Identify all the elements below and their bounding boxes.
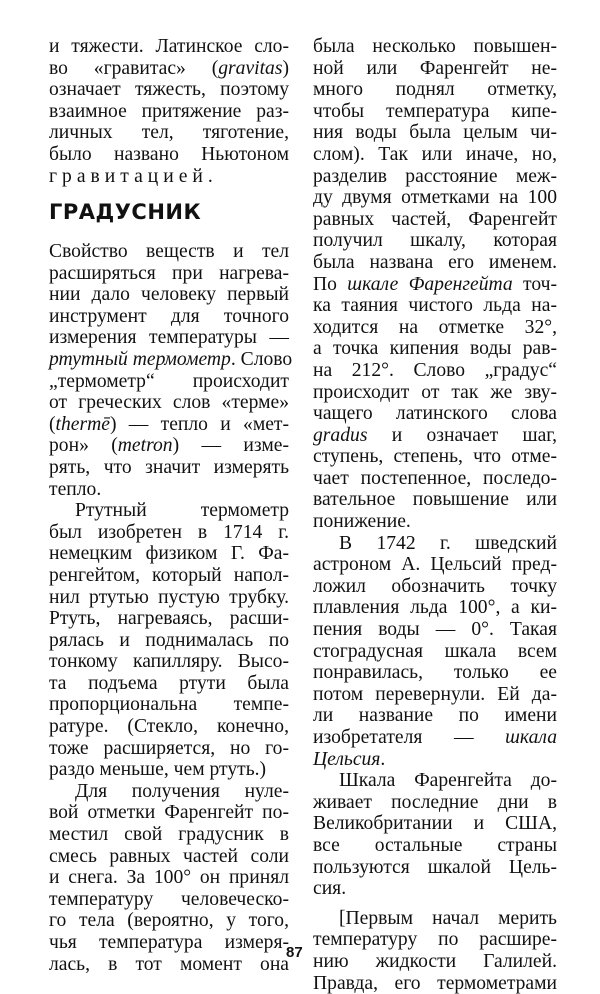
paragraph-r3 [313, 770, 557, 900]
text-line: и снега. За 100° он принял [49, 867, 289, 889]
text-line: все остальные страны [313, 834, 557, 856]
paragraph-r2 [313, 533, 557, 771]
text-line: равных частей, Фаренгейт [313, 208, 557, 230]
text-line: раздо меньше, чем ртуть.) [49, 759, 267, 781]
text-line: понравилась, только ее [313, 662, 557, 684]
text-line: и тяжести. Латинское сло- [49, 36, 289, 57]
text-line: нил ртутью пустую трубку. [49, 586, 289, 608]
text-line: астроном А. Цельсий пред- [313, 554, 557, 576]
right-column [313, 36, 557, 994]
text-line: личных тел, тяготение, [49, 122, 289, 144]
text-line: рон» (metron) — изме- [49, 435, 289, 457]
text-line: ренгейтом, который напол- [49, 564, 289, 586]
text-line: означает тяжесть, поэтому [49, 79, 289, 101]
text-line: тепло. [49, 478, 102, 500]
text-line: во «гравитас» (gravitas) [49, 57, 289, 79]
text-line: лась, в тот момент она [49, 953, 289, 975]
text-line: [Первым начал мерить [339, 907, 557, 929]
left-column-section [49, 241, 293, 975]
text-line: местил свой градусник в [49, 824, 289, 846]
text-line: был изобретен в 1714 г. [49, 521, 289, 543]
text-line: ходится на отметке 32°, [313, 316, 557, 338]
text-line: чает постепенное, последо- [313, 467, 557, 489]
text-line: gradus и означает шаг, [313, 424, 557, 446]
text-line: стоградусная шкала всем [313, 640, 557, 662]
text-line: По шкале Фаренгейта точ- [313, 273, 558, 295]
text-line: потом перевернули. Ей да- [313, 683, 557, 705]
text-line: Шкала Фаренгейта до- [339, 770, 557, 792]
text-line: ка таяния чистого льда на- [313, 295, 557, 317]
text-line: слом). Так или иначе, но, [313, 143, 557, 165]
text-line: „термометр“ происходит [49, 370, 289, 392]
text-line: вой отметки Фаренгейт по- [49, 802, 289, 824]
text-line: взаимное притяжение раз- [49, 100, 289, 122]
text-line: ступень, степень, что отме- [313, 446, 557, 468]
text-line: плавления льда 100°, а ки- [313, 597, 557, 619]
text-line: чащего латинского слова [313, 403, 557, 425]
text-line: гравитацией. [49, 165, 218, 187]
text-line: происходит от так же зву- [313, 381, 557, 403]
text-line: Свойство веществ и тел [49, 241, 289, 262]
text-line: температуру человеческо- [49, 888, 289, 910]
text-line: разделив расстояние меж- [313, 165, 557, 187]
paragraph-r1 [313, 36, 557, 533]
text-line: чья температура измеря- [49, 932, 289, 953]
section-heading: ГРАДУСНИК [49, 200, 202, 224]
text-line: инструмент для точного [49, 305, 289, 327]
text-line: вательное повышение или [313, 489, 557, 511]
text-line: живает последние дни в [313, 791, 557, 813]
text-line: ния воды была целым чи- [313, 122, 557, 144]
text-line: немецким физиком Г. Фа- [49, 543, 289, 565]
paragraph-2 [49, 500, 289, 781]
text-line: Великобритании и США, [313, 813, 557, 835]
text-line: ду двумя отметками на 100 [313, 187, 557, 209]
text-line: от греческих слов «терме» [49, 392, 289, 414]
text-line: смесь равных частей соли [49, 845, 289, 867]
text-line: а точка кипения воды рав- [313, 338, 557, 360]
text-line: Правда, его термометрами [313, 972, 557, 994]
text-line: изобретателя — шкала [313, 727, 557, 748]
text-line: пропорциональна темпе- [49, 694, 289, 716]
text-line: была названа его именем. [313, 251, 557, 273]
text-line: Ртуть, нагреваясь, расши- [49, 608, 289, 630]
text-line: тоже расширяется, но го- [49, 737, 289, 759]
text-line: много поднял отметку, [313, 79, 557, 101]
text-line: чтобы температура кипе- [313, 100, 557, 122]
left-column [49, 36, 289, 187]
text-line: получил шкалу, которая [313, 230, 557, 252]
text-line: пользуются шкалой Цель- [313, 856, 557, 878]
text-line: температуру по расшире- [313, 929, 557, 951]
text-line: ли название по имени [313, 705, 557, 727]
text-line: была несколько повышен- [313, 36, 557, 57]
text-line: нии дало человеку первый [49, 284, 289, 306]
text-line: ратуре. (Стекло, конечно, [49, 716, 289, 738]
text-line: рять, что значит измерять [49, 456, 289, 478]
text-line: измерения температуры — [49, 327, 289, 349]
text-line: ной или Фаренгейт не- [313, 57, 557, 79]
text-line: сия. [313, 878, 347, 900]
text-line: пения воды — 0°. Такая [313, 619, 557, 641]
text-line: го тела (вероятно, у того, [49, 910, 289, 932]
text-line: на 212°. Слово „градус“ [313, 359, 557, 381]
text-line: Для получения нуле- [75, 780, 289, 802]
page-number: 87 [286, 944, 303, 961]
text-line: понижение. [313, 511, 411, 533]
text-line: В 1742 г. шведский [339, 532, 557, 554]
text-line: нию жидкости Галилей. [313, 950, 557, 972]
text-line: рялась и поднималась по [49, 629, 289, 651]
text-line: (thermē) — тепло и «мет- [49, 413, 289, 435]
text-line: тонкому капилляру. Высо- [49, 651, 289, 673]
text-line: расширяться при нагрева- [49, 262, 289, 284]
paragraph-3 [49, 781, 289, 975]
text-line: Ртутный термометр [75, 500, 289, 522]
text-line: ртутный термометр. Слово [49, 348, 293, 370]
text-line: ложил обозначить точку [313, 575, 557, 597]
text-line: та подъема ртути была [49, 672, 289, 694]
intro-paragraph [49, 36, 289, 187]
paragraph-1 [49, 241, 293, 500]
text-line: Цельсия. [313, 748, 386, 770]
text-line: было названо Ньютоном [49, 143, 289, 165]
paragraph-r4 [313, 908, 557, 994]
